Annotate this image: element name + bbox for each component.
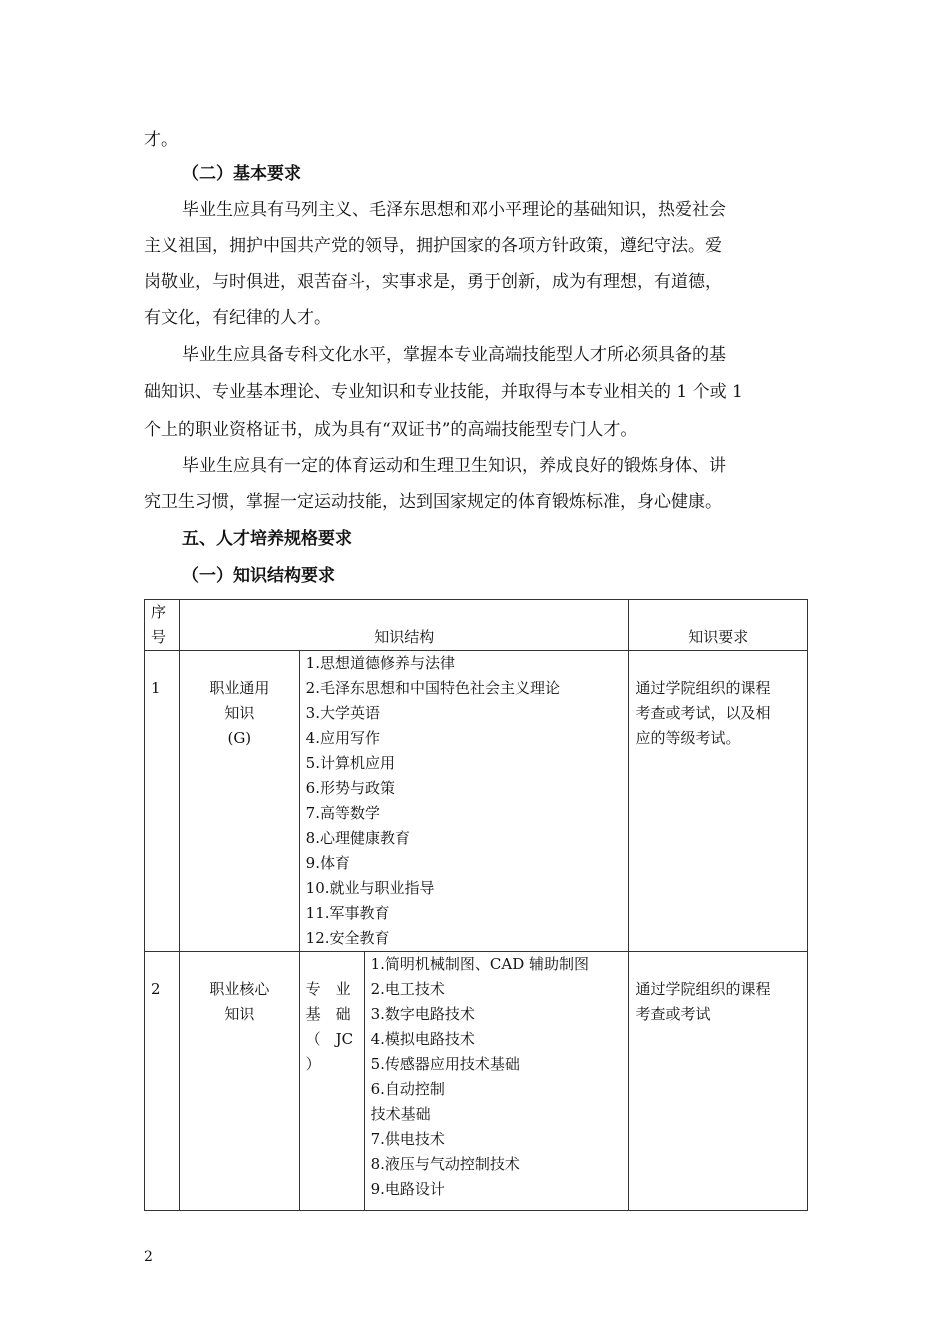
list-item: 3.数字电路技术 <box>370 1005 475 1023</box>
row1-requirement <box>629 651 808 952</box>
list-item: 11.军事教育 <box>305 904 390 922</box>
header-no-line-1: 序 <box>151 603 167 621</box>
row1-requirement-line-2: 考查或考试，以及相 <box>635 704 771 722</box>
row2-requirement-line-1: 通过学院组织的课程 <box>635 980 771 998</box>
row1-category <box>179 651 299 952</box>
row2-category-line-2: 知识 <box>224 1005 255 1023</box>
header-requirement: 知识要求 <box>629 600 808 651</box>
list-item: 7.高等数学 <box>305 804 380 822</box>
row1-no: 1 <box>145 651 180 952</box>
paragraph-3-line-1: 毕业生应具有一定的体育运动和生理卫生知识，养成良好的锻炼身体、讲 <box>182 456 726 476</box>
list-item: 6.形势与政策 <box>305 779 395 797</box>
list-item: 1.简明机械制图、CAD 辅助制图 <box>370 955 590 973</box>
row1-requirement-line-3: 应的等级考试。 <box>635 729 741 747</box>
header-no-line-2: 号 <box>151 628 167 646</box>
header-structure: 知识结构 <box>179 600 629 651</box>
list-item: 12.安全教育 <box>305 929 390 947</box>
list-item: 5.计算机应用 <box>305 754 395 772</box>
list-item: 7.供电技术 <box>370 1130 445 1148</box>
paragraph-2-line-1: 毕业生应具备专科文化水平，掌握本专业高端技能型人才所必须具备的基 <box>182 345 726 365</box>
row2-sub-line-4: ） <box>305 1055 321 1073</box>
list-item: 9.体育 <box>305 854 350 872</box>
page-number: 2 <box>144 1249 153 1265</box>
list-item: 1.思想道德修养与法律 <box>305 654 455 672</box>
list-item: 3.大学英语 <box>305 704 380 722</box>
row2-subcategory <box>299 952 364 1211</box>
paragraph-2-line-2: 础知识、专业基本理论、专业知识和专业技能，并取得与本专业相关的 1 个或 1 <box>144 382 743 402</box>
knowledge-structure-table <box>144 599 808 1211</box>
paragraph-1-line-3: 岗敬业，与时俱进，艰苦奋斗，实事求是，勇于创新，成为有理想，有道德， <box>144 272 722 292</box>
paragraph-1-line-4: 有文化，有纪律的人才。 <box>144 308 331 328</box>
list-item: 6.自动控制 <box>370 1080 445 1098</box>
paragraph-1-line-1: 毕业生应具有马列主义、毛泽东思想和邓小平理论的基础知识，热爱社会 <box>182 200 726 220</box>
row2-requirement-line-2: 考查或考试 <box>635 1005 711 1023</box>
list-item: 2.毛泽东思想和中国特色社会主义理论 <box>305 679 560 697</box>
list-item: 技术基础 <box>370 1105 431 1123</box>
list-item: 4.模拟电路技术 <box>370 1030 475 1048</box>
paragraph-1-line-2: 主义祖国，拥护中国共产党的领导，拥护国家的各项方针政策，遵纪守法。爱 <box>144 236 722 256</box>
list-item: 9.电路设计 <box>370 1180 445 1198</box>
list-item: 2.电工技术 <box>370 980 445 998</box>
paragraph-2-line-3: 个上的职业资格证书，成为具有“双证书”的高端技能型专门人才。 <box>144 420 638 440</box>
row1-category-line-1: 职业通用 <box>209 679 270 697</box>
section-heading-knowledge-structure: （一）知识结构要求 <box>182 566 335 586</box>
header-no <box>145 600 180 651</box>
row2-no: 2 <box>145 952 180 1211</box>
list-item: 4.应用写作 <box>305 729 380 747</box>
row2-category-line-1: 职业核心 <box>209 980 270 998</box>
table-row <box>145 952 808 1211</box>
list-item: 10.就业与职业指导 <box>305 879 435 897</box>
row2-sub-line-2: 基 础 <box>305 1005 351 1023</box>
paragraph-3-line-2: 究卫生习惯，掌握一定运动技能，达到国家规定的体育锻炼标准，身心健康。 <box>144 492 722 512</box>
row1-category-line-2: 知识 <box>224 704 255 722</box>
table-row <box>145 651 808 952</box>
row2-category <box>179 952 299 1211</box>
list-item: 8.液压与气动控制技术 <box>370 1155 520 1173</box>
row2-items <box>364 952 629 1211</box>
table-header-row <box>145 600 808 651</box>
row2-requirement <box>629 952 808 1211</box>
row1-requirement-line-1: 通过学院组织的课程 <box>635 679 771 697</box>
list-item: 5.传感器应用技术基础 <box>370 1055 520 1073</box>
row1-category-line-3: (G) <box>227 729 252 747</box>
row2-sub-line-3: （ JC <box>305 1030 354 1048</box>
section-heading-talent-specs: 五、人才培养规格要求 <box>182 529 352 549</box>
paragraph-fragment: 才。 <box>144 130 178 150</box>
section-heading-basic-requirements: （二）基本要求 <box>182 164 301 184</box>
row2-sub-line-1: 专 业 <box>305 980 351 998</box>
list-item: 8.心理健康教育 <box>305 829 410 847</box>
row1-items <box>299 651 629 952</box>
